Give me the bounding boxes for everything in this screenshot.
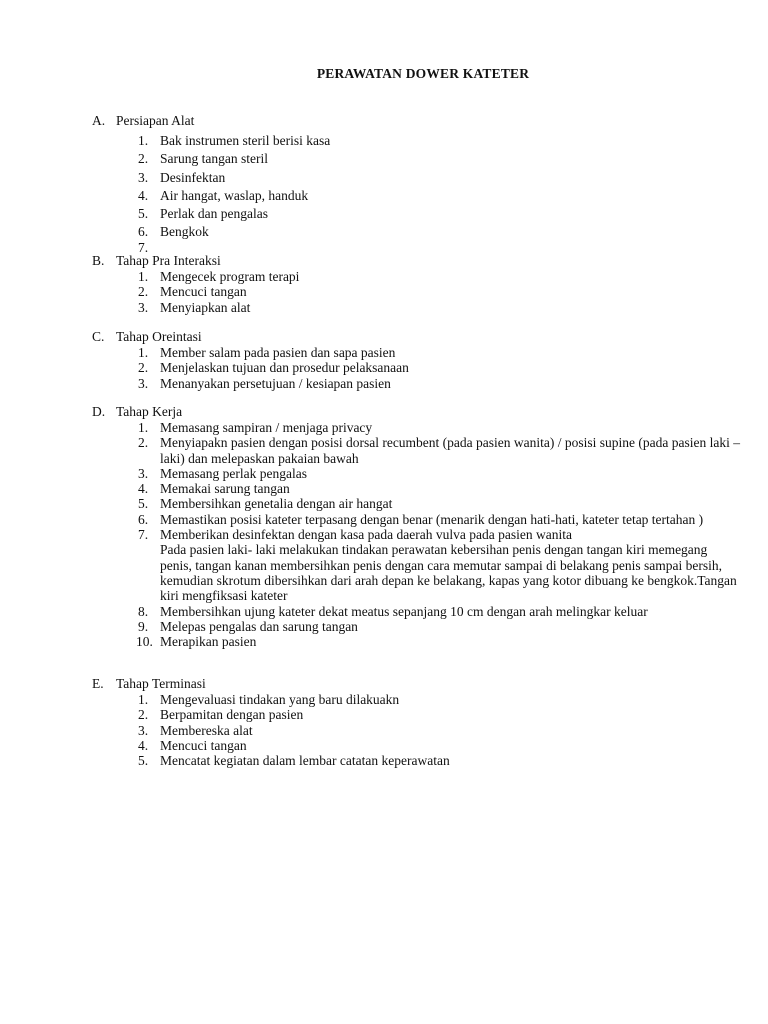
item-text: Memasang sampiran / menjaga privacy	[160, 420, 373, 435]
section-label: Tahap Kerja	[116, 404, 183, 419]
item-text: Mengevaluasi tindakan yang baru dilakuakn	[160, 692, 400, 707]
item-text: Bengkok	[160, 224, 209, 240]
item-number: 1.	[138, 420, 149, 435]
item-number: 3.	[138, 375, 149, 391]
list-item	[92, 512, 742, 527]
item-number: 2.	[138, 284, 149, 300]
item-number: 2.	[138, 707, 149, 723]
item-number: 2.	[138, 151, 149, 167]
list-item	[92, 604, 742, 619]
item-number: 2.	[138, 360, 149, 376]
section-persiapan-alat	[92, 113, 742, 257]
section-letter: A.	[92, 113, 106, 128]
list-item	[92, 345, 742, 360]
list-item	[92, 723, 742, 738]
list-item	[92, 132, 742, 150]
section-tahap-kerja	[92, 404, 742, 649]
item-list	[92, 132, 742, 257]
item-list	[92, 269, 742, 315]
section-heading	[92, 329, 742, 345]
item-text: Perlak dan pengalas	[160, 206, 268, 222]
document-title: PERAWATAN DOWER KATETER	[316, 66, 530, 81]
section-letter: C.	[92, 329, 105, 344]
section-label: Tahap Oreintasi	[116, 329, 202, 344]
item-text: Mencuci tangan	[160, 737, 247, 753]
section-heading	[92, 113, 742, 129]
item-number: 2.	[138, 435, 149, 451]
list-item	[92, 300, 742, 315]
item-text: Sarung tangan steril	[160, 151, 268, 167]
item-number: 5.	[138, 206, 149, 222]
item-number: 4.	[138, 737, 149, 753]
section-heading	[92, 253, 742, 269]
list-item	[92, 205, 742, 223]
list-item	[92, 692, 742, 707]
item-text: Bak instrumen steril berisi kasa	[160, 133, 331, 148]
item-number: 10.	[136, 634, 153, 650]
item-text: Mencatat kegiatan dalam lembar catatan keperawatan	[160, 753, 450, 769]
list-item	[92, 481, 742, 496]
item-text: Memberikan desinfektan dengan kasa pada daerah vulva pada pasien wanita	[160, 527, 572, 543]
section-heading	[92, 404, 742, 420]
section-tahap-terminasi	[92, 676, 742, 768]
section-label: Persiapan Alat	[116, 113, 195, 128]
item-number: 3.	[138, 299, 149, 315]
list-item	[92, 169, 742, 187]
item-text: Desinfektan	[160, 169, 226, 185]
item-number: 8.	[138, 603, 149, 619]
item-text: Membereska alat	[160, 722, 253, 738]
item-text: Mengecek program terapi	[160, 269, 300, 284]
item-list	[92, 345, 742, 391]
item-extra-text: Pada pasien laki- laki melakukan tindakan perawatan kebersihan penis dengan tangan kiri memegang penis, tangan kanan membersihkan penis dengan cara memutar sampai di belakang penis sampai bersih, kemudian skrotum dibersihkan dari arah depan ke belakang, kapas yang kotor dibuang ke bengkok.Tangan kiri mengfiksasi kateter	[160, 542, 737, 604]
item-number: 5.	[138, 496, 149, 512]
item-text: Melepas pengalas dan sarung tangan	[160, 618, 358, 634]
item-number: 4.	[138, 481, 149, 497]
list-item	[92, 707, 742, 722]
item-number: 3.	[138, 722, 149, 738]
section-letter: D.	[92, 404, 106, 419]
list-item	[92, 420, 742, 435]
list-item	[92, 527, 742, 603]
item-text: Merapikan pasien	[160, 634, 257, 650]
item-text: Menjelaskan tujuan dan prosedur pelaksanaan	[160, 360, 409, 376]
item-number: 5.	[138, 753, 149, 769]
list-item	[92, 466, 742, 481]
section-label: Tahap Pra Interaksi	[116, 253, 221, 268]
item-text: Memakai sarung tangan	[160, 481, 290, 497]
section-letter: E.	[92, 676, 104, 691]
list-item	[92, 619, 742, 634]
section-letter: B.	[92, 253, 105, 268]
item-number: 7.	[138, 239, 149, 255]
item-text: Mencuci tangan	[160, 284, 247, 300]
item-number: 4.	[138, 187, 149, 203]
item-text: Menanyakan persetujuan / kesiapan pasien	[160, 375, 391, 391]
item-number: 1.	[138, 269, 149, 284]
list-item	[92, 435, 742, 466]
item-number: 7.	[138, 527, 149, 543]
item-text: Air hangat, waslap, handuk	[160, 187, 309, 203]
section-heading	[92, 676, 742, 692]
item-text: Berpamitan dengan pasien	[160, 707, 304, 723]
item-number: 1.	[138, 345, 149, 360]
section-tahap-pra-interaksi	[92, 253, 742, 315]
item-text: Menyiapkan alat	[160, 299, 251, 315]
item-number: 1.	[138, 692, 149, 707]
list-item	[92, 738, 742, 753]
list-item	[92, 223, 742, 241]
item-list	[92, 420, 742, 649]
item-text: Membersihkan ujung kateter dekat meatus sepanjang 10 cm dengan arah melingkar keluar	[160, 603, 648, 619]
item-text: Memasang perlak pengalas	[160, 465, 307, 481]
item-number: 6.	[138, 224, 149, 240]
item-list	[92, 692, 742, 768]
section-tahap-oreintasi	[92, 329, 742, 391]
item-text: Membersihkan genetalia dengan air hangat	[160, 496, 393, 512]
list-item	[92, 753, 742, 768]
item-text: Member salam pada pasien dan sapa pasien	[160, 345, 396, 360]
item-number: 1.	[138, 133, 149, 148]
list-item	[92, 360, 742, 375]
list-item	[92, 150, 742, 168]
list-item	[92, 269, 742, 284]
list-item	[92, 187, 742, 205]
list-item	[92, 634, 742, 649]
list-item	[92, 376, 742, 391]
section-label: Tahap Terminasi	[116, 676, 206, 691]
list-item	[92, 496, 742, 511]
item-text: Memastikan posisi kateter terpasang dengan benar (menarik dengan hati-hati, kateter tetap tertahan )	[160, 511, 704, 527]
item-number: 6.	[138, 511, 149, 527]
item-number: 9.	[138, 618, 149, 634]
item-number: 3.	[138, 169, 149, 185]
item-text: Menyiapakn pasien dengan posisi dorsal recumbent (pada pasien wanita) / posisi supine (pada pasien laki – laki) dan melepaskan pakaian bawah	[160, 435, 740, 466]
list-item	[92, 284, 742, 299]
item-number: 3.	[138, 465, 149, 481]
